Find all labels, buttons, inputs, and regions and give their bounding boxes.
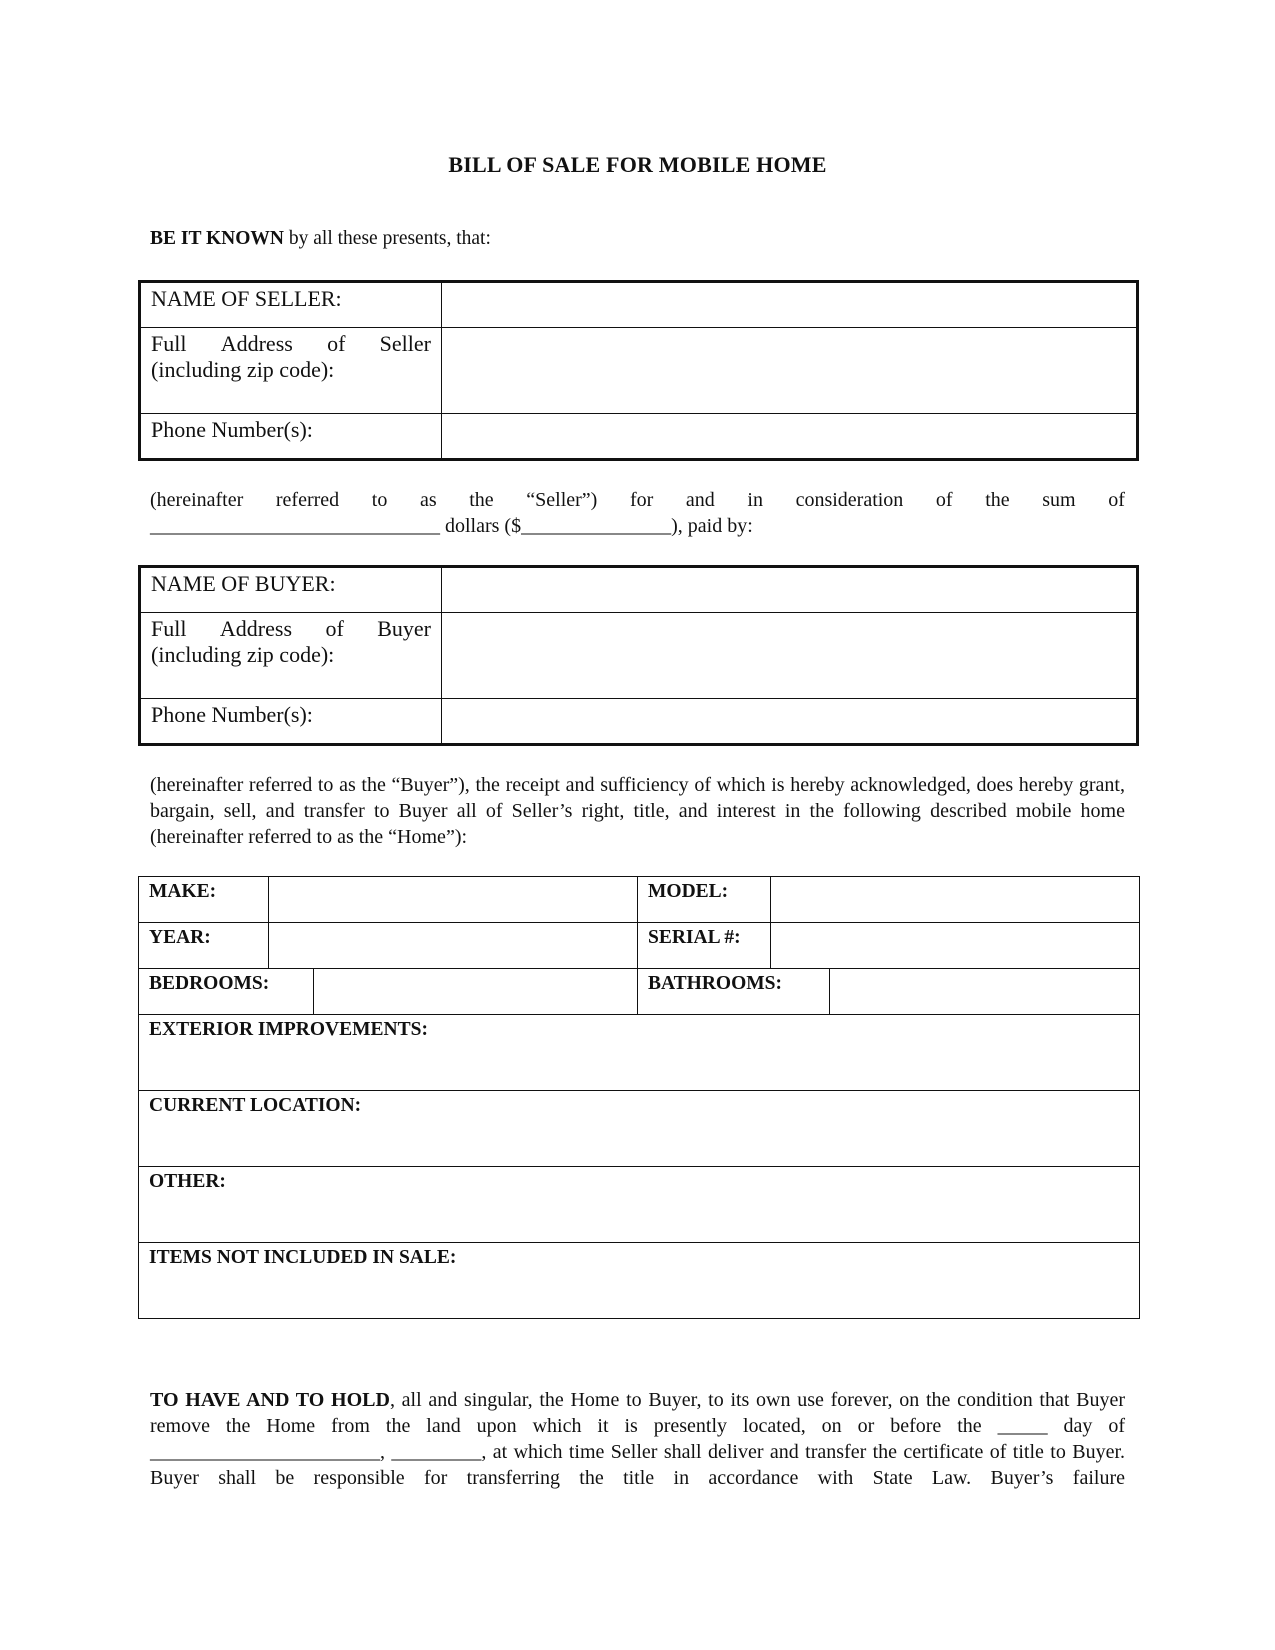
intro-rest: by all these presents, that: — [284, 228, 491, 249]
seller-address-word: of — [327, 331, 346, 356]
bathrooms-label: BATHROOMS: — [638, 969, 830, 1015]
consideration-word: in — [747, 489, 763, 511]
other-field[interactable] — [139, 1167, 1140, 1243]
consideration-word: sum — [1042, 489, 1076, 511]
serial-field[interactable] — [771, 923, 1140, 969]
consideration-word: referred — [275, 489, 340, 511]
seller-phone-field[interactable] — [442, 414, 1138, 460]
other-label: OTHER: — [149, 1171, 226, 1192]
buyer-address-word: Full — [151, 616, 187, 641]
buyer-table — [138, 565, 1139, 746]
seller-address-word: Seller — [379, 331, 431, 356]
current-location-label: CURRENT LOCATION: — [149, 1095, 362, 1116]
consideration-word: the — [469, 489, 494, 511]
intro-line — [150, 228, 491, 250]
buyer-address-word: Address — [219, 616, 293, 641]
year-field[interactable] — [269, 923, 638, 969]
serial-label: SERIAL #: — [638, 923, 771, 969]
grant-paragraph: (hereinafter referred to as the “Buyer”), the receipt and sufficiency of which is hereby acknowledged, does hereby grant, bargain, sell, and transfer to Buyer all of Seller’s right, title, and interest in the following described mobile home (hereinafter referred to as the “Home”): — [150, 774, 1125, 848]
year-label: YEAR: — [139, 923, 269, 969]
buyer-address-label — [140, 613, 442, 699]
consideration-word: and — [685, 489, 715, 511]
seller-address-word: Address — [220, 331, 293, 356]
items-not-included-label: ITEMS NOT INCLUDED IN SALE: — [149, 1247, 457, 1268]
model-field[interactable] — [771, 877, 1140, 923]
bedrooms-field[interactable] — [314, 969, 638, 1015]
buyer-address-field[interactable] — [442, 613, 1138, 699]
consideration-word: (hereinafter — [150, 489, 244, 511]
intro-bold: BE IT KNOWN — [150, 228, 285, 249]
seller-name-field[interactable] — [442, 282, 1138, 328]
exterior-improvements-field[interactable] — [139, 1015, 1140, 1091]
consideration-word: for — [629, 489, 654, 511]
model-label: MODEL: — [638, 877, 771, 923]
seller-name-label: NAME OF SELLER: — [140, 282, 442, 328]
bathrooms-field[interactable] — [830, 969, 1140, 1015]
exterior-improvements-label: EXTERIOR IMPROVEMENTS: — [149, 1019, 428, 1040]
buyer-address-word: Buyer — [377, 616, 431, 641]
to-have-and-hold-paragraph — [150, 1387, 1125, 1491]
buyer-phone-label: Phone Number(s): — [140, 699, 442, 745]
seller-address-zip-note: (including zip code): — [151, 357, 335, 382]
seller-phone-label: Phone Number(s): — [140, 414, 442, 460]
consideration-word: the — [985, 489, 1010, 511]
make-label: MAKE: — [139, 877, 269, 923]
bedrooms-label: BEDROOMS: — [139, 969, 314, 1015]
consideration-line-2: _____________________________ dollars ($_______________), paid by: — [150, 515, 753, 537]
consideration-word: as — [419, 489, 437, 511]
buyer-address-zip-note: (including zip code): — [151, 642, 335, 667]
consideration-word: to — [371, 489, 388, 511]
document-title: BILL OF SALE FOR MOBILE HOME — [448, 152, 827, 177]
buyer-phone-field[interactable] — [442, 699, 1138, 745]
consideration-paragraph — [150, 487, 1125, 539]
current-location-field[interactable] — [139, 1091, 1140, 1167]
hold-bold: TO HAVE AND TO HOLD — [150, 1389, 390, 1411]
buyer-name-field[interactable] — [442, 567, 1138, 613]
seller-table — [138, 280, 1139, 461]
consideration-line-1 — [150, 487, 1125, 513]
seller-address-word: Full — [151, 331, 187, 356]
consideration-word: consideration — [795, 489, 904, 511]
buyer-name-label: NAME OF BUYER: — [140, 567, 442, 613]
consideration-word: “Seller”) — [526, 489, 598, 511]
hold-rest: , all and singular, the Home to Buyer, to its own use forever, on the condition that Buyer remove the Home from the land upon which it is presently located, on or before the _____ day of _______________________, _________, at which time Seller shall deliver and transfer the certificate of title to Buyer. Buyer shall be responsible for transferring the title in accordance with State Law. Buyer’s failure — [150, 1389, 1126, 1489]
make-field[interactable] — [269, 877, 638, 923]
consideration-word: of — [1108, 489, 1125, 511]
seller-address-label — [140, 328, 442, 414]
buyer-address-word: of — [325, 616, 344, 641]
seller-address-field[interactable] — [442, 328, 1138, 414]
home-details-table — [138, 876, 1140, 1319]
consideration-word: of — [935, 489, 953, 511]
items-not-included-field[interactable] — [139, 1243, 1140, 1319]
